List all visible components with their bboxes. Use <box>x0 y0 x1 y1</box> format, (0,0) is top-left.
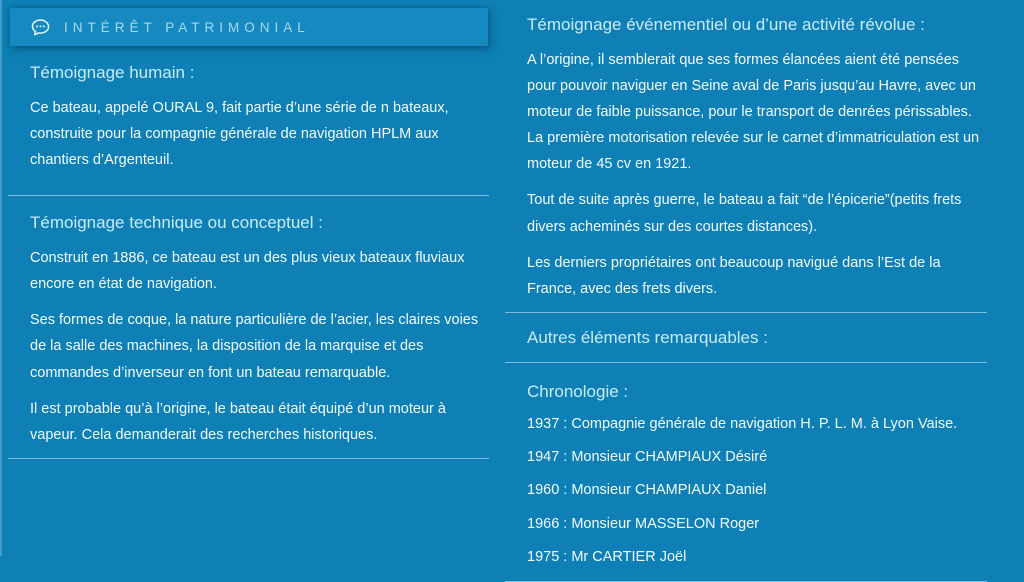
paragraph-origine-seine: A l’origine, il semblerait que ses formes élancées aient été pensées pour pouvoir naviguer en Seine aval de Paris jusqu’au Havre, avec un moteur de faible puissance, pour le transport de denrées périssables. La première motorisation relevée sur le carnet d’immatriculation est un moteur de 45 cv en 1921. <box>527 51 980 173</box>
section-divider <box>8 458 489 459</box>
paragraph-formes-coque: Ses formes de coque, la nature particulière de l’acier, les claires voies de la salle des machines, la disposition de la marquise et des commandes d’inverseur en font un bateau remarquable. <box>30 312 479 381</box>
heading-temoignage-technique: Témoignage technique ou conceptuel : <box>30 213 323 233</box>
paragraph-moteur-vapeur: Il est probable qu’à l’origine, le bateau était équipé d’un moteur à vapeur. Cela demanderait des recherches historiques. <box>30 400 446 443</box>
chronology-item-1947: 1947 : Monsieur CHAMPIAUX Désiré <box>527 449 768 466</box>
left-column <box>8 0 489 459</box>
heading-temoignage-evenementiel: Témoignage événementiel ou d’une activité révolue : <box>527 15 925 34</box>
chronology-item-1966: 1966 : Monsieur MASSELON Roger <box>527 515 760 532</box>
paragraph-derniers-proprietaires: Les derniers propriétaires ont beaucoup navigué dans l’Est de la France, avec des frets divers. <box>527 254 941 297</box>
heading-chronologie: Chronologie : <box>527 381 629 401</box>
paragraph-epicerie: Tout de suite après guerre, le bateau a fait “de l’épicerie”(petits frets divers acheminés sur des courtes distances). <box>527 192 962 235</box>
chronology-item-1975: 1975 : Mr CARTIER Joël <box>527 549 687 566</box>
section-divider <box>505 581 987 582</box>
section-divider <box>505 312 987 313</box>
chronology-item-1937: 1937 : Compagnie générale de navigation H. P. L. M. à Lyon Vaise. <box>527 415 958 432</box>
patrimonial-section-header[interactable] <box>10 8 488 46</box>
section-divider <box>505 362 987 363</box>
section-divider <box>8 195 489 196</box>
paragraph-temoignage-humain: Ce bateau, appelé OURAL 9, fait partie d’une série de n bateaux, construite pour la compagnie générale de navigation HPLM aux chantiers d’Argenteuil. <box>30 99 449 169</box>
page-left-edge <box>0 0 2 556</box>
chronology-item-1960: 1960 : Monsieur CHAMPIAUX Daniel <box>527 482 767 499</box>
heading-temoignage-humain: Témoignage humain : <box>30 63 195 82</box>
comment-dots-icon <box>30 17 51 38</box>
patrimonial-section-title: INTÉRÊT PATRIMONIAL <box>64 19 310 35</box>
right-column <box>505 0 987 582</box>
paragraph-construit-1886: Construit en 1886, ce bateau est un des plus vieux bateaux fluviaux encore en état de navigation. <box>30 250 465 293</box>
heading-autres-elements: Autres éléments remarquables : <box>527 327 768 347</box>
